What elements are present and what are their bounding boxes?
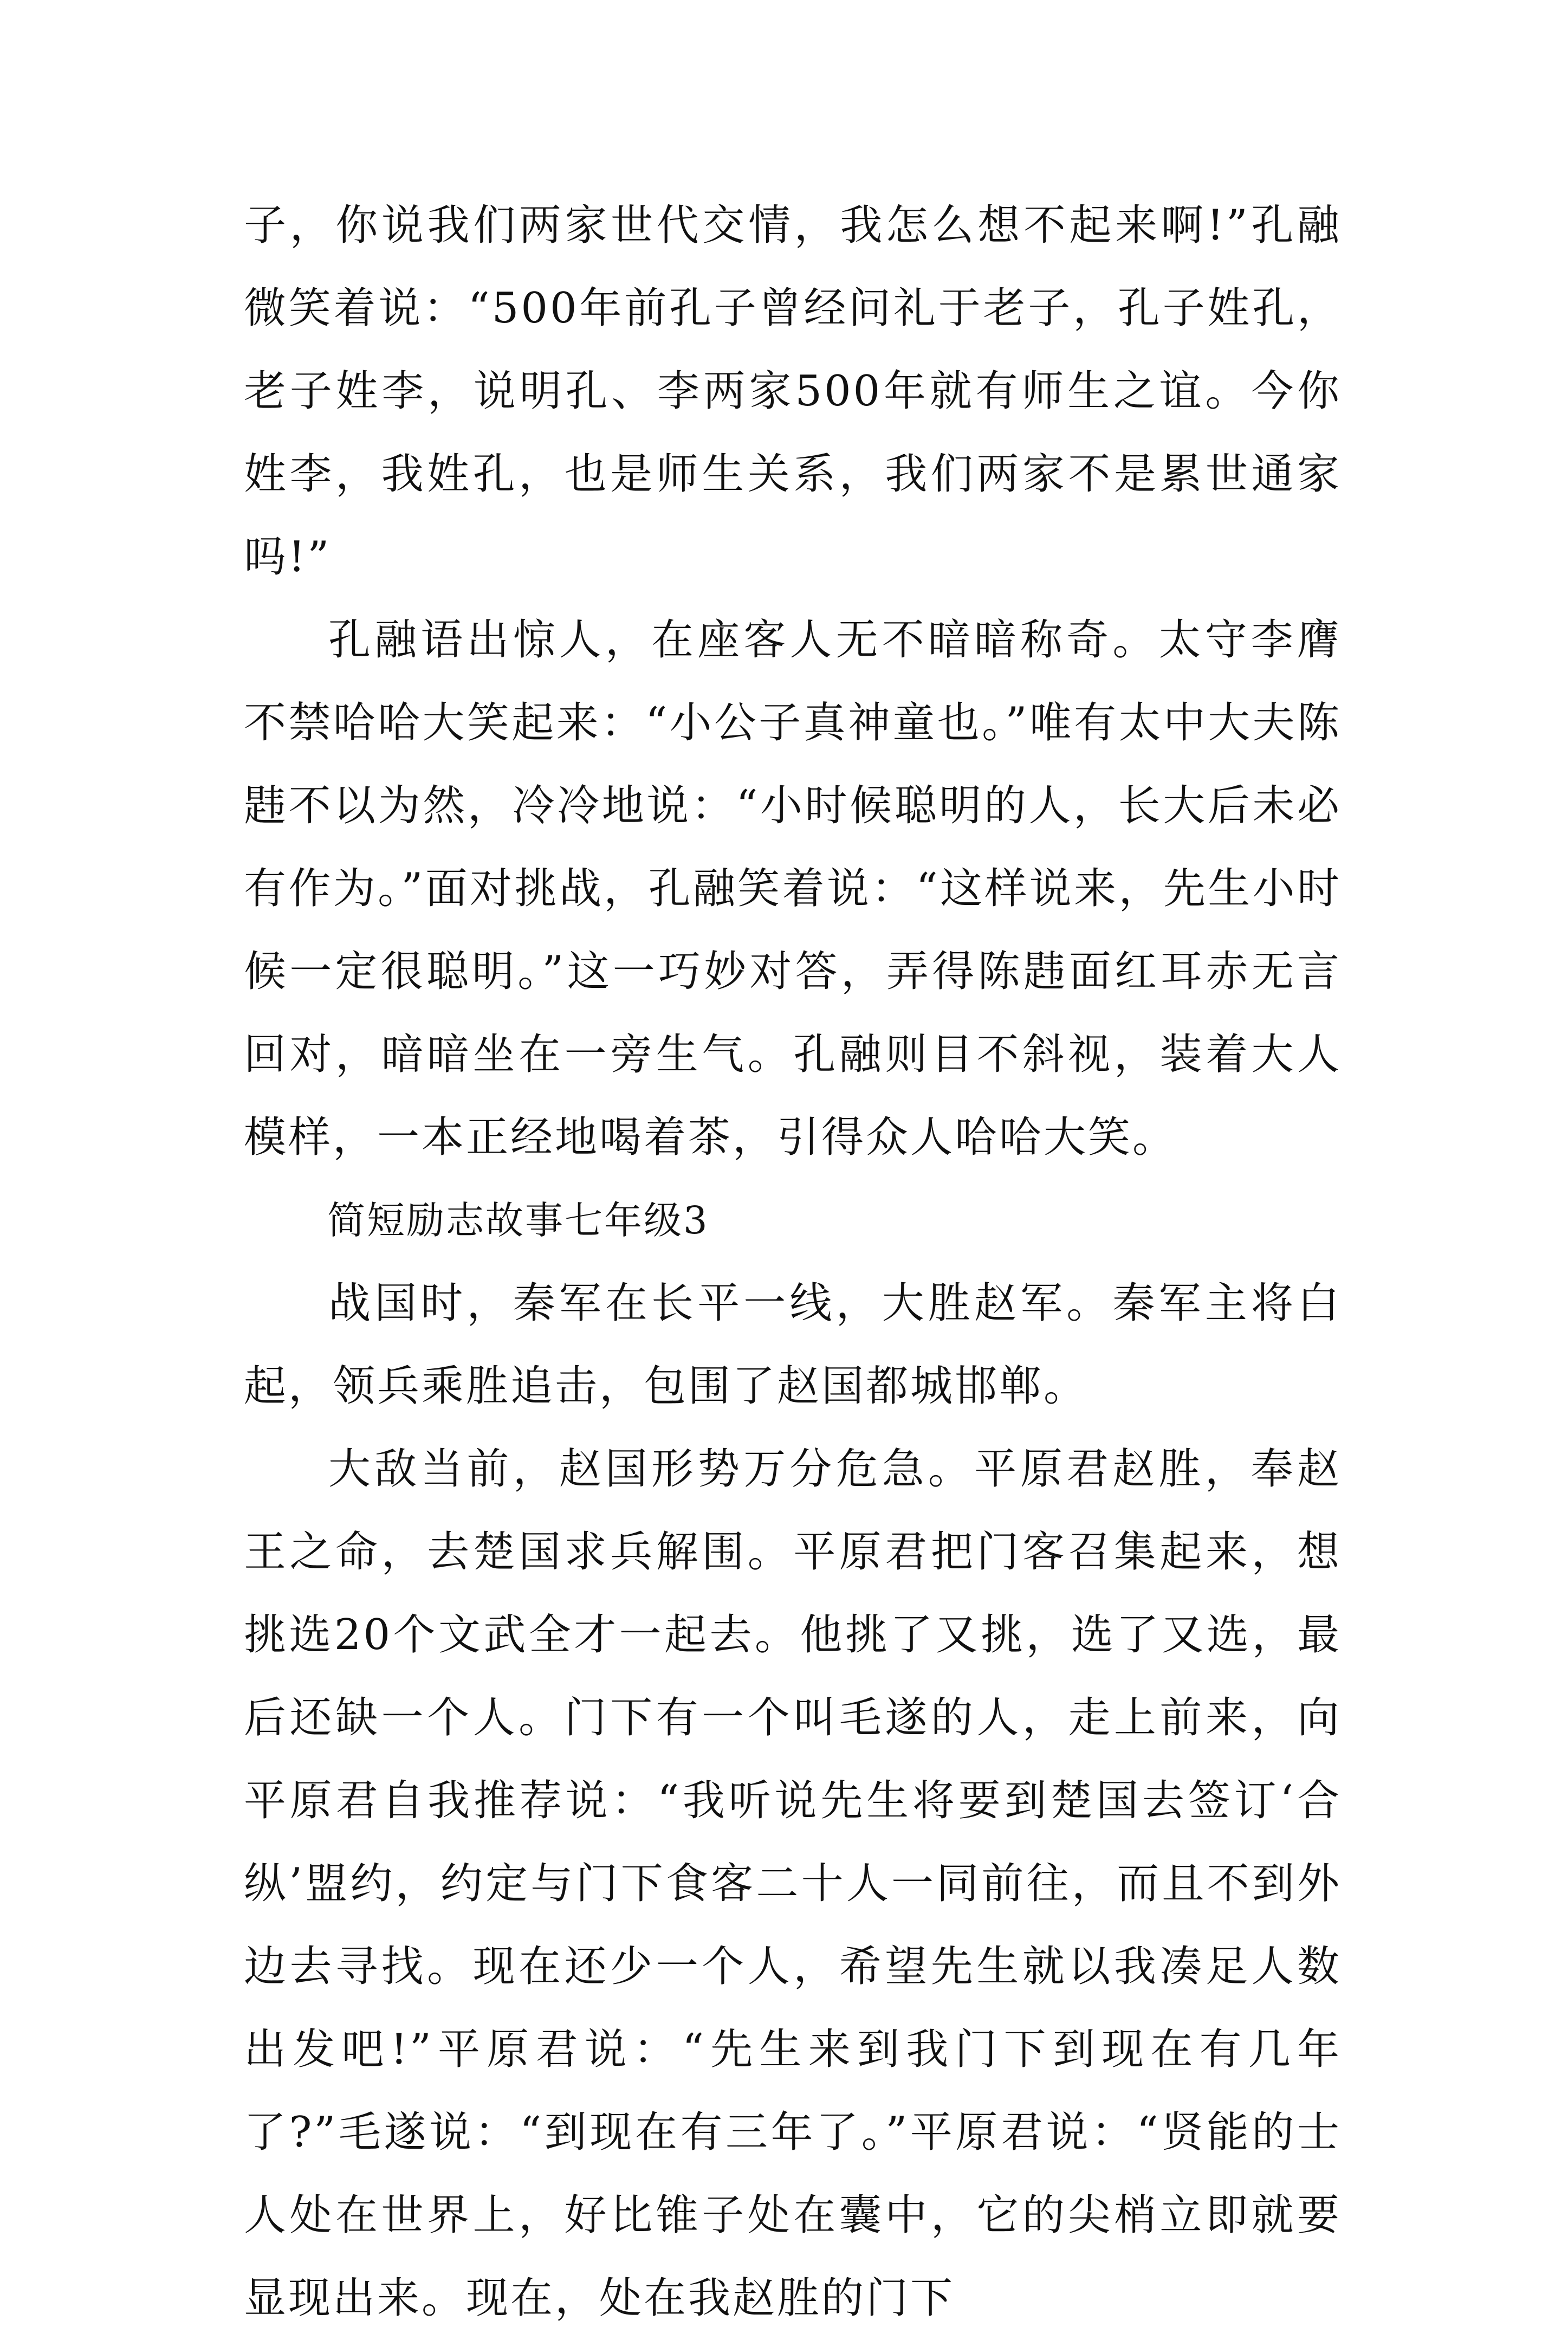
document-page: [244, 184, 1342, 2340]
paragraph-kong-rong: 孔融语出惊人，在座客人无不暗暗称奇。太守李膺不禁哈哈大笑起来：“小公子真神童也。”唯有太中大夫陈韪不以为然，冷冷地说：“小时候聪明的人，长大后未必有作为。”面对挑战，孔融笑着说：“这样说来，先生小时候一定很聪明。”这一巧妙对答，弄得陈韪面红耳赤无言回对，暗暗坐在一旁生气。孔融则目不斜视，装着大人模样，一本正经地喝着茶，引得众人哈哈大笑。: [244, 616, 1342, 1162]
paragraph-continued: 子，你说我们两家世代交情，我怎么想不起来啊!”孔融微笑着说：“500年前孔子曾经问礼于老子，孔子姓孔，老子姓李，说明孔、李两家500年就有师生之谊。今你姓李，我姓孔，也是师生关系，我们两家不是累世通家吗!”: [244, 201, 1342, 581]
paragraph-mao-sui: 大敌当前，赵国形势万分危急。平原君赵胜，奉赵王之命，去楚国求兵解围。平原君把门客召集起来，想挑选20个文武全才一起去。他挑了又挑，选了又选，最后还缺一个人。门下有一个叫毛遂的人，走上前来，向平原君自我推荐说：“我听说先生将要到楚国去签订‘合纵’盟约，约定与门下食客二十人一同前往，而且不到外边去寻找。现在还少一个人，希望先生就以我凑足人数出发吧!”平原君说：“先生来到我门下到现在有几年了?”毛遂说：“到现在有三年了。”平原君说：“贤能的士人处在世界上，好比锥子处在囊中，它的尖梢立即就要显现出来。现在，处在我赵胜的门下: [244, 1445, 1342, 2323]
paragraph-warring-states: 战国时，秦军在长平一线，大胜赵军。秦军主将白起，领兵乘胜追击，包围了赵国都城邯郸。: [244, 1279, 1342, 1411]
section-heading: 简短励志故事七年级3: [327, 1198, 709, 1243]
